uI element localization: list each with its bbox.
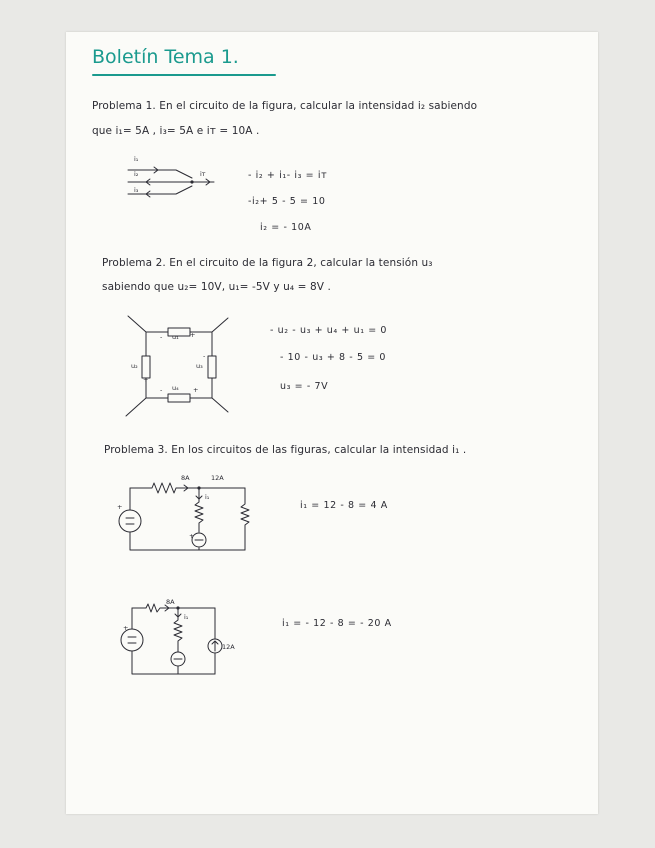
circuit-figure-3a bbox=[112, 470, 262, 560]
label-12A: 12A bbox=[222, 643, 235, 651]
label-plus-2: + bbox=[189, 532, 195, 540]
middle-branch bbox=[174, 608, 182, 674]
label-u2: u₂ bbox=[131, 362, 138, 370]
problem-2-statement: Problema 2. En el circuito de la figura 2, calcular la tensión u₃ bbox=[102, 257, 433, 269]
label-8A: 8A bbox=[181, 474, 190, 482]
label-i3: i₃ bbox=[134, 186, 139, 194]
label-u1: u₁ bbox=[172, 333, 179, 341]
label-u4-plus: + bbox=[193, 386, 199, 394]
branch-wires bbox=[126, 316, 228, 416]
node bbox=[190, 180, 193, 183]
label-i1: i₁ bbox=[134, 155, 139, 163]
p2-equation-1: - u₂ - u₃ + u₄ + u₁ = 0 bbox=[270, 325, 388, 336]
problem-1-statement-data: que i₁= 5A , i₃= 5A e iᴛ = 10A . bbox=[92, 125, 260, 137]
problem-3-statement: Problema 3. En los circuitos de las figuras, calcular la intensidad i₁ . bbox=[104, 444, 467, 456]
p3-result-2: i₁ = - 12 - 8 = - 20 A bbox=[282, 618, 392, 629]
problem-1-statement: Problema 1. En el circuito de la figura, calcular la intensidad i₂ sabiendo bbox=[92, 100, 478, 112]
p3-result-1: i₁ = 12 - 8 = 4 A bbox=[300, 500, 388, 511]
p2-result: u₃ = - 7V bbox=[280, 381, 329, 392]
label-i1: i₁ bbox=[205, 493, 210, 501]
left-wire bbox=[130, 488, 245, 550]
resistor-u4 bbox=[168, 394, 190, 402]
label-u1-minus: - bbox=[160, 333, 163, 341]
p1-equation-2: -i₂+ 5 - 5 = 10 bbox=[248, 196, 326, 207]
middle-branch bbox=[195, 488, 203, 550]
label-u1-plus: + bbox=[190, 331, 196, 339]
resistor-u3 bbox=[208, 356, 216, 378]
p1-equation-1: - i₂ + i₁- i₃ = iᴛ bbox=[248, 170, 328, 181]
title-underline bbox=[92, 74, 276, 76]
label-u4-minus: - bbox=[160, 386, 163, 394]
label-u2-plus: + bbox=[143, 376, 149, 384]
voltage-source bbox=[121, 629, 143, 651]
label-12A: 12A bbox=[211, 474, 224, 482]
label-u4: u₄ bbox=[172, 384, 179, 392]
p2-equation-2: - 10 - u₃ + 8 - 5 = 0 bbox=[280, 352, 387, 363]
source-plates bbox=[128, 637, 136, 643]
problem-2-statement-data: sabiendo que u₂= 10V, u₁= -5V y u₄ = 8V . bbox=[102, 281, 331, 293]
label-u3-minus: - bbox=[203, 352, 206, 360]
label-plus: + bbox=[123, 624, 129, 632]
circuit-figure-3b bbox=[118, 594, 238, 684]
label-i2: i₂ bbox=[134, 170, 139, 178]
voltage-source bbox=[119, 510, 141, 532]
label-u3: u₃ bbox=[196, 362, 203, 370]
label-8A: 8A bbox=[166, 598, 175, 606]
label-i1: i₁ bbox=[184, 613, 189, 621]
page-title: Boletín Tema 1. bbox=[92, 46, 239, 68]
label-u2-minus: - bbox=[143, 352, 146, 360]
label-iT: iᴛ bbox=[200, 170, 206, 178]
label-plus: + bbox=[117, 503, 123, 511]
source-plates bbox=[126, 518, 134, 524]
current-source-2-arrow bbox=[212, 641, 218, 651]
p1-result: i₂ = - 10A bbox=[260, 222, 312, 233]
right-branch bbox=[241, 488, 249, 550]
